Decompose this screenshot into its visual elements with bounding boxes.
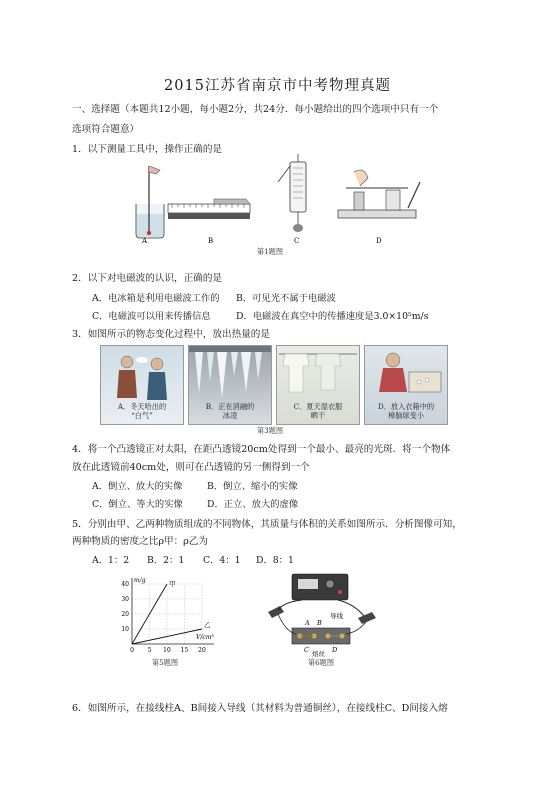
q1-stem: 1．以下测量工具中，操作正确的是 (72, 144, 223, 155)
terminal-d-label: D (332, 646, 338, 654)
q3-photo-b-caption-1: B．正在消融的 (205, 402, 255, 411)
fuse-label: 熔丝 (312, 650, 325, 658)
x-tick-label: 10 (163, 647, 171, 654)
y-tick-label: 20 (121, 611, 129, 618)
series-jia-label: 甲 (169, 580, 176, 588)
q3-photo-a (100, 345, 184, 425)
x-tick-label: 20 (198, 647, 206, 654)
page-title: 2015江苏省南京市中考物理真题 (164, 78, 391, 94)
clip-left-illustration (268, 606, 284, 618)
q3-photo-a-caption-1: A．冬天哈出的 (117, 402, 167, 411)
q3-photo-a-caption-2: “白气” (131, 411, 153, 420)
q1-label-d: D (376, 237, 382, 245)
camphor-ball-illustration (365, 346, 447, 402)
q1-figure (128, 152, 428, 247)
q3-photo-c-caption-2: 晒干 (310, 411, 326, 420)
q2-option-a: A．电冰箱是利用电磁波工作的 (92, 293, 220, 304)
section-heading-line1: 一、选择题（本题共12小题，每小题2分，共24分．每小题给出的四个选项中只有一个 (72, 104, 439, 115)
q5-option-a: A．1：2 (92, 555, 130, 566)
q6-circuit-figure (262, 572, 380, 658)
graph-y-label: m/g (134, 577, 146, 584)
q2-option-b: B．可见光不属于电磁波 (236, 293, 336, 304)
terminal-board-illustration (292, 628, 350, 644)
ruler-illustration (168, 199, 250, 219)
terminal-b-label: B (317, 619, 322, 627)
terminal-c-label: C (304, 646, 309, 654)
q3-stem: 3．如图所示的物态变化过程中，放出热量的是 (72, 329, 270, 340)
x-tick-label: 15 (180, 647, 189, 654)
x-tick-label: 0 (130, 647, 134, 654)
y-tick-label: 40 (121, 581, 129, 588)
q2-stem: 2．以下对电磁波的认识，正确的是 (72, 273, 223, 284)
beaker-thermometer-illustration (136, 166, 164, 238)
q3-photo-c (276, 345, 360, 425)
winter-breath-illustration (101, 346, 183, 406)
section-heading-line2: 选项符合题意） (72, 124, 140, 135)
q3-photo-c-caption-1: C．夏天湿衣服 (293, 402, 343, 411)
drying-clothes-illustration (277, 346, 359, 402)
q4-option-d: D．正立、放大的虚像 (207, 499, 299, 510)
q5-option-d: D．8：1 (256, 555, 294, 566)
q1-caption: 第1题图 (256, 247, 284, 256)
q3-photo-d-caption-2: 樟脑球变小 (388, 411, 424, 420)
graph-x-label: V/cm³ (196, 634, 214, 641)
icicle-illustration (189, 346, 271, 402)
q1-label-c: C (294, 237, 300, 245)
spring-scale-illustration (278, 154, 306, 232)
q4-line1: 4．将一个凸透镜正对太阳，在距凸透镜20cm处得到一个最小、最亮的光斑．将一个物体 (72, 444, 451, 455)
y-tick-label: 10 (121, 626, 129, 633)
q4-line2: 放在此透镜前40cm处，则可在凸透镜的另一侧得到一个 (72, 462, 310, 473)
q3-caption: 第3题图 (256, 426, 284, 435)
q2-option-d: D．电磁波在真空中的传播速度是3.0×10⁵m/s (236, 311, 429, 322)
q5-caption: 第5题图 (151, 658, 179, 667)
q5-line1: 5．分别由甲、乙两种物质组成的不同物体，其质量与体积的关系如图所示．分析图像可知， (72, 519, 462, 530)
q5-line2: 两种物质的密度之比ρ甲：ρ乙为 (72, 536, 208, 547)
q3-photo-d-caption-1: D．放入衣箱中的 (377, 402, 435, 411)
q3-photo-b (188, 345, 272, 425)
q4-option-c: C．倒立、等大的实像 (92, 499, 183, 510)
x-tick-label: 5 (147, 647, 152, 654)
q1-label-b: B (208, 237, 214, 245)
power-supply-illustration (292, 574, 348, 600)
q6-line1: 6．如图所示，在接线柱A、B间接入导线（其材料为普通铜丝），在接线柱C、D间接入熔 (72, 703, 448, 714)
terminal-a-label: A (305, 619, 310, 627)
clip-right-illustration (358, 612, 376, 624)
q1-label-a: A (142, 237, 148, 245)
q4-option-a: A．倒立、放大的实像 (92, 481, 183, 492)
y-tick-label: 30 (121, 596, 129, 603)
series-yi-label: 乙 (204, 621, 211, 629)
wire-label: 导线 (330, 612, 343, 620)
q3-photo-d (364, 345, 448, 425)
q4-option-b: B．倒立、缩小的实像 (207, 481, 298, 492)
q5-mass-volume-graph (112, 572, 220, 658)
q6-caption: 第6题图 (307, 658, 335, 667)
graph-grid (132, 584, 202, 644)
q2-option-c: C．电磁波可以用来传播信息 (92, 311, 211, 322)
q5-option-b: B．2：1 (147, 555, 185, 566)
q5-option-c: C．4：1 (203, 555, 241, 566)
q3-photo-b-caption-2: 冰凌 (222, 411, 238, 420)
balance-illustration (338, 170, 420, 218)
